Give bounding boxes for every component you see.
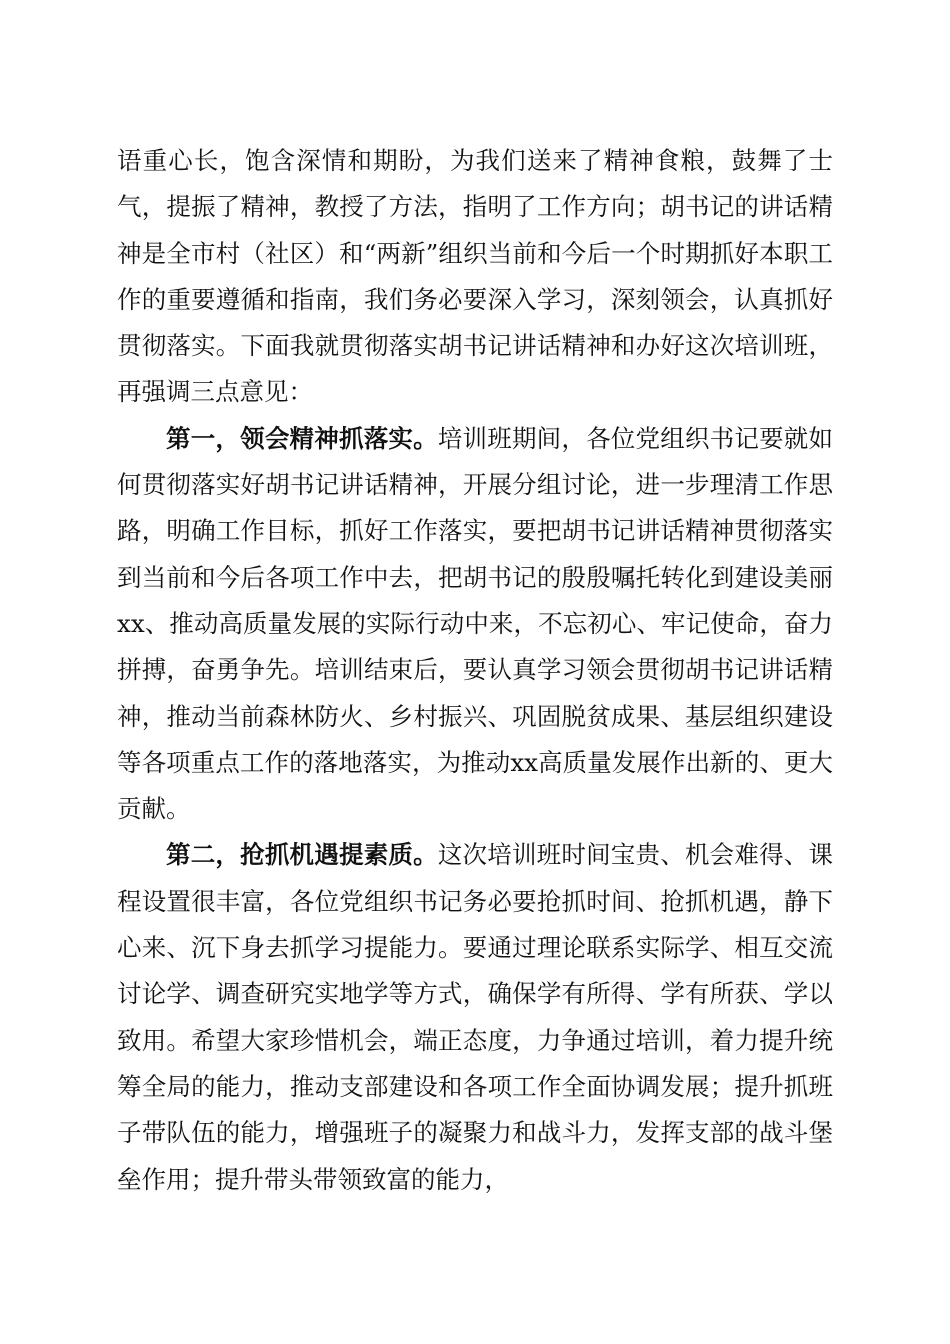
paragraph-text: 语重心长，饱含深情和期盼，为我们送来了精神食粮，鼓舞了士气，提振了精神，教授了方法，指明了工作方向；胡书记的讲话精神是全市村（社区）和“两新”组织当前和今后一个时期抓好本职工作的重要遵循和指南，我们务必要深入学习，深刻领会，认真抓好贯彻落实。下面我就贯彻落实胡书记讲话精神和办好这次培训班，再强调三点意见： xyxy=(117,146,833,407)
paragraph-text: 培训班期间，各位党组织书记要就如何贯彻落实好胡书记讲话精神，开展分组讨论，进一步理清工作思路，明确工作目标，抓好工作落实，要把胡书记讲话精神贯彻落实到当前和今后各项工作中去，把胡书记的殷殷嘱托转化到建设美丽xx、推动高质量发展的实际行动中来，不忘初心、牢记使命，奋力拼搏，奋勇争先。培训结束后，要认真学习领会贯彻胡书记讲话精神，推动当前森林防火、乡村振兴、巩固脱贫成果、基层组织建设等各项重点工作的落地落实，为推动xx高质量发展作出新的、更大贡献。 xyxy=(117,423,833,824)
paragraph-text: 这次培训班时间宝贵、机会难得、课程设置很丰富，各位党组织书记务必要抢抓时间、抢抓机遇，静下心来、沉下身去抓学习提能力。要通过理论联系实际学、相互交流讨论学、调查研究实地学等方式，确保学有所得、学有所获、学以致用。希望大家珍惜机会，端正态度，力争通过培训，着力提升统筹全局的能力，推动支部建设和各项工作全面协调发展；提升抓班子带队伍的能力，增强班子的凝聚力和战斗力，发挥支部的战斗堡垒作用；提升带头带领致富的能力， xyxy=(117,840,833,1194)
paragraph-first-point xyxy=(117,416,833,833)
paragraph-heading: 第二，抢抓机遇提素质。 xyxy=(166,840,438,870)
paragraph-heading: 第一，领会精神抓落实。 xyxy=(166,423,438,453)
body-text xyxy=(117,138,833,1203)
paragraph-second-point xyxy=(117,832,833,1202)
paragraph-continuation xyxy=(117,138,833,416)
